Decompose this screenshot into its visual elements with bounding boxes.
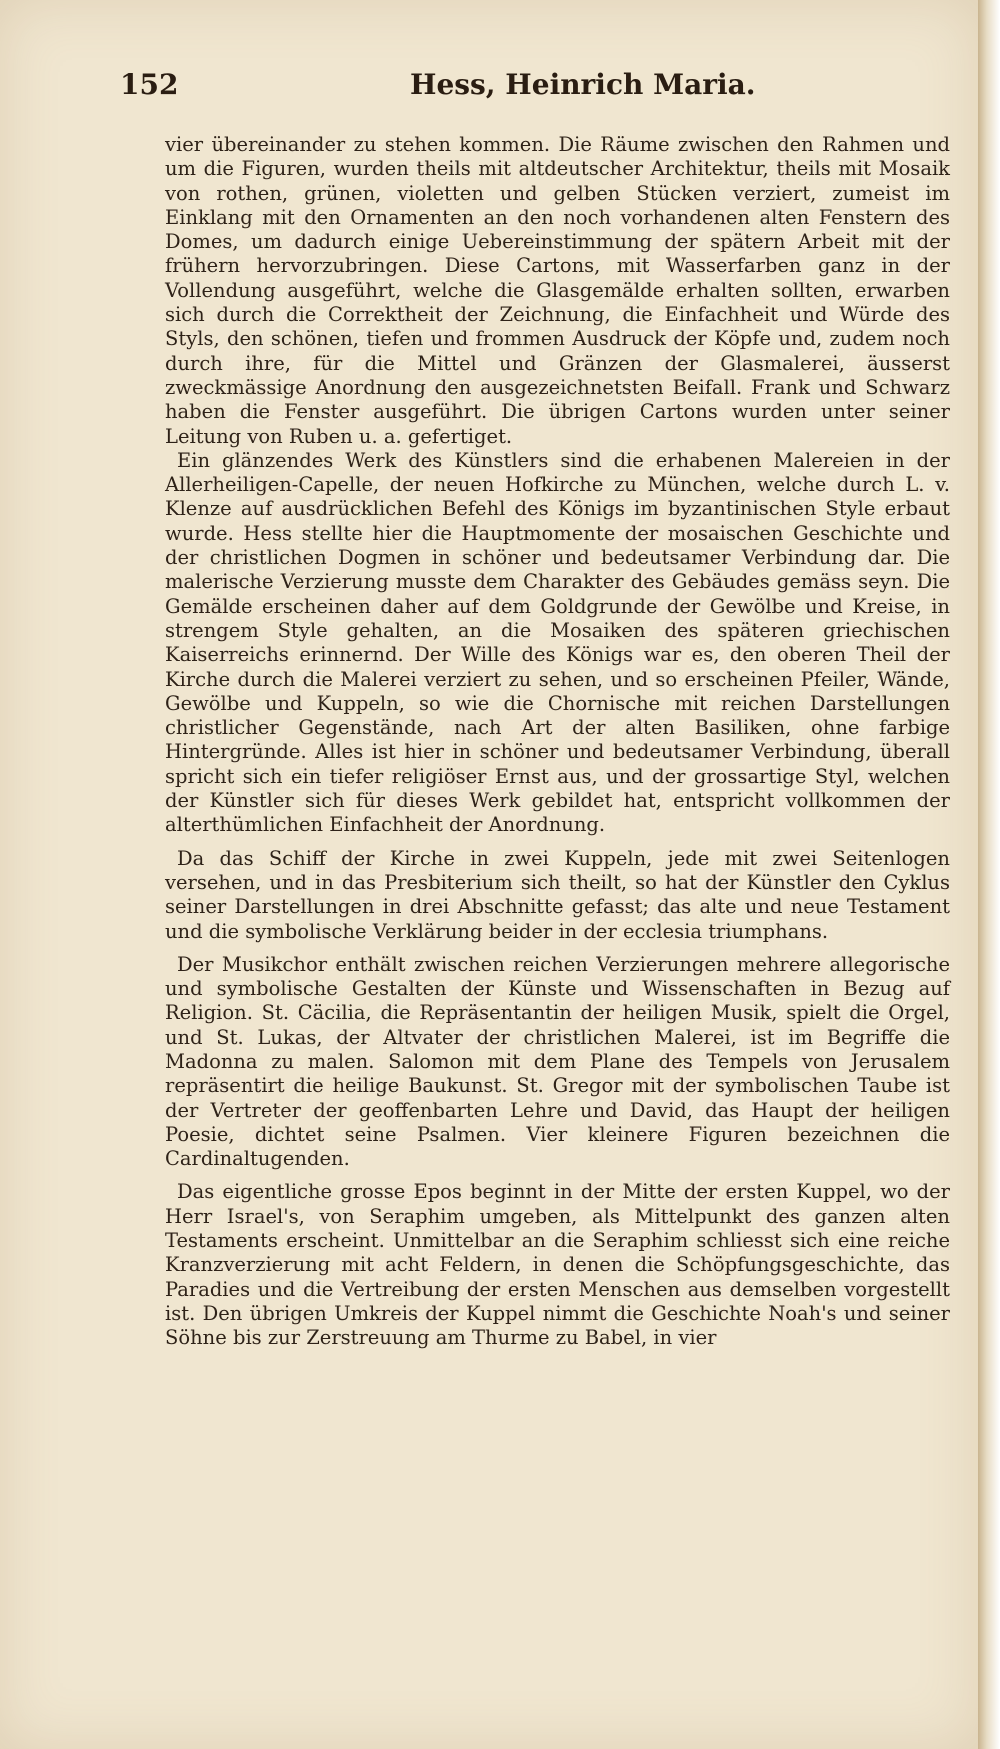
page-number: 152: [120, 68, 179, 101]
paragraph: Da das Schiff der Kirche in zwei Kuppeln, jede mit zwei Seitenlogen versehen, und in das Presbiterium sich theilt, so hat der Künstler den Cyklus seiner Darstellungen in drei Abschnitte gefasst; das alte und neue Testament und die symbolische Verklärung beider in der ecclesia triumphans.: [165, 846, 950, 943]
running-head: [120, 68, 980, 108]
paragraph: Der Musikchor enthält zwischen reichen Verzierungen mehrere allegorische und symbolische Gestalten der Künste und Wissenschaften in Bezug auf Religion. St. Cäcilia, die Repräsentantin der heiligen Musik, spielt die Orgel, und St. Lukas, der Altvater der christlichen Malerei, ist im Begriffe die Madonna zu malen. Salomon mit dem Plane des Tempels von Jerusalem repräsentirt die heilige Baukunst. St. Gregor mit der symbolischen Taube ist der Vertreter der geoffenbarten Lehre und David, das Haupt der heiligen Poesie, dichtet seine Psalmen. Vier kleinere Figuren bezeichnen die Cardinaltugenden.: [165, 952, 950, 1171]
paragraph: vier übereinander zu stehen kommen. Die Räume zwischen den Rahmen und um die Figuren, wurden theils mit altdeutscher Architektur, theils mit Mosaik von rothen, grünen, violetten und gelben Stücken verziert, zumeist im Einklang mit den Ornamenten an den noch vorhandenen alten Fenstern des Domes, um dadurch einige Uebereinstimmung der spätern Arbeit mit der frühern hervorzubringen. Diese Cartons, mit Wasserfarben ganz in der Vollendung ausgeführt, welche die Glasgemälde erhalten sollten, erwarben sich durch die Correktheit der Zeichnung, die Einfachheit und Würde des Styls, den schönen, tiefen und frommen Ausdruck der Köpfe und, zudem noch durch ihre, für die Mittel und Gränzen der Glasmalerei, äusserst zweckmässige Anordnung den ausgezeichnetsten Beifall. Frank und Schwarz haben die Fenster ausgeführt. Die übrigen Cartons wurden unter seiner Leitung von Ruben u. a. gefertiget.: [165, 133, 950, 448]
paragraph: Ein glänzendes Werk des Künstlers sind die erhabenen Malereien in der Allerheiligen-Capelle, der neuen Hofkirche zu München, welche durch L. v. Klenze auf ausdrücklichen Befehl des Königs im byzantinischen Style erbaut wurde. Hess stellte hier die Hauptmomente der mosaischen Geschichte und der christlichen Dogmen in schöner und bedeutsamer Verbindung dar. Die malerische Verzierung musste dem Charakter des Gebäudes gemäss seyn. Die Gemälde erscheinen daher auf dem Goldgrunde der Gewölbe und Kreise, in strengem Style gehalten, an die Mosaiken des späteren griechischen Kaiserreichs erinnernd. Der Wille des Königs war es, den oberen Theil der Kirche durch die Malerei verziert zu sehen, und so erscheinen Pfeiler, Wände, Gewölbe und Kuppeln, so wie die Chornische mit reichen Darstellungen christlicher Gegenstände, nach Art der alten Basiliken, ohne farbige Hintergründe. Alles ist hier in schöner und bedeutsamer Verbindung, überall spricht sich ein tiefer religiöser Ernst aus, und der grossartige Styl, welchen der Künstler sich für dieses Werk gebildet hat, entspricht vollkommen der alterthümlichen Einfachheit der Anordnung.: [165, 448, 950, 837]
page-edge: [978, 0, 1000, 1749]
body-text: [165, 133, 950, 1351]
header-title: Hess, Heinrich Maria.: [410, 68, 756, 101]
paragraph: Das eigentliche grosse Epos beginnt in der Mitte der ersten Kuppel, wo der Herr Israel's, von Seraphim umgeben, als Mittelpunkt des ganzen alten Testaments erscheint. Unmittelbar an die Seraphim schliesst sich eine reiche Kranzverzierung mit acht Feldern, in denen die Schöpfungsgeschichte, das Paradies und die Vertreibung der ersten Menschen aus demselben vorgestellt ist. Den übrigen Umkreis der Kuppel nimmt die Geschichte Noah's und seiner Söhne bis zur Zerstreuung am Thurme zu Babel, in vier: [165, 1180, 950, 1350]
